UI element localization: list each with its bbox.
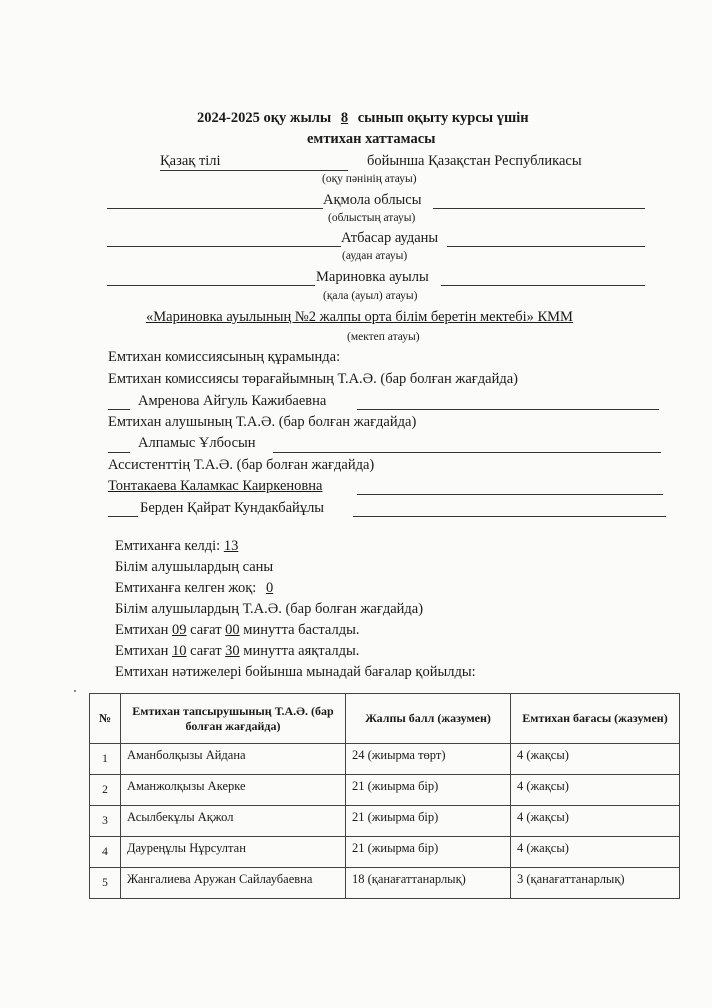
row-number: 1 — [90, 744, 121, 775]
district-caption: (аудан атауы) — [342, 250, 408, 262]
examiner-name: Алпамыс Ұлбосын — [138, 435, 256, 451]
student-name: Жангалиева Аружан Сайлаубаевна — [121, 868, 346, 899]
row-number: 2 — [90, 775, 121, 806]
region-value: Ақмола облысы — [323, 192, 422, 208]
header-grade: Емтихан бағасы (жазумен) — [511, 694, 680, 744]
start-hour: 09 — [172, 622, 187, 638]
village-line-left — [107, 285, 315, 286]
exam-start-row — [115, 622, 359, 639]
scan-speck — [74, 690, 76, 692]
examiner-line — [273, 452, 661, 453]
header-number: № — [90, 694, 121, 744]
student-name: Аманболқызы Айдана — [121, 744, 346, 775]
village-line-right — [441, 285, 645, 286]
end-hour: 10 — [172, 643, 187, 659]
end-hour-label: сағат — [190, 643, 222, 659]
student-score: 21 (жиырма бір) — [346, 837, 511, 868]
row-number: 4 — [90, 837, 121, 868]
school-caption: (мектеп атауы) — [347, 331, 420, 343]
region-line-left — [107, 208, 323, 209]
came-row — [115, 538, 238, 555]
table-row — [90, 868, 680, 899]
subject-caption: (оқу пәнінің атауы) — [322, 173, 417, 185]
region-line-right — [433, 208, 645, 209]
start-hour-label: сағат — [190, 622, 222, 638]
row-number: 5 — [90, 868, 121, 899]
assistant-1-name: Тонтакаева Каламкас Каиркеновна — [108, 478, 323, 494]
student-name: Асылбекұлы Ақжол — [121, 806, 346, 837]
came-value: 13 — [223, 538, 239, 554]
students-count-label: Білім алушылардың саны — [115, 559, 274, 575]
school-value: «Мариновка ауылының №2 жалпы орта білім беретін мектебі» КММ — [146, 309, 573, 325]
header-score: Жалпы балл (жазумен) — [346, 694, 511, 744]
assistant-2-line — [353, 516, 666, 517]
absent-label: Емтиханға келген жоқ: — [115, 580, 257, 596]
came-label: Емтиханға келді: — [115, 538, 221, 554]
district-line-left — [107, 246, 341, 247]
commission-heading: Емтихан комиссиясының құрамында: — [108, 349, 341, 365]
district-line-right — [447, 246, 645, 247]
student-name: Дауреңұлы Нұрсултан — [121, 837, 346, 868]
grades-table — [89, 693, 680, 899]
title-grade: 8 — [340, 110, 349, 126]
exam-end-row — [115, 643, 359, 660]
student-score: 18 (қанағаттанарлық) — [346, 868, 511, 899]
subject-suffix: бойынша Қазақстан Республикасы — [367, 153, 582, 169]
subject-value: Қазақ тілі — [160, 153, 221, 169]
student-grade: 4 (жақсы) — [511, 806, 680, 837]
student-grade: 4 (жақсы) — [511, 744, 680, 775]
title-year: 2024-2025 оқу жылы — [197, 110, 332, 126]
examiner-label: Емтихан алушының Т.А.Ә. (бар болған жағдайда) — [108, 414, 417, 430]
village-value: Мариновка ауылы — [316, 269, 429, 285]
assistant-2-line-prefix — [108, 516, 138, 517]
table-row — [90, 837, 680, 868]
absent-row — [115, 580, 273, 597]
start-minute: 00 — [225, 622, 240, 638]
assistant-label: Ассистенттің Т.А.Ә. (бар болған жағдайда) — [108, 457, 375, 473]
examiner-line-prefix — [108, 452, 130, 453]
table-row — [90, 744, 680, 775]
absent-value: 0 — [265, 580, 274, 596]
student-grade: 4 (жақсы) — [511, 837, 680, 868]
students-names-label: Білім алушылардың Т.А.Ә. (бар болған жағдайда) — [115, 601, 424, 617]
student-grade: 4 (жақсы) — [511, 775, 680, 806]
table-row — [90, 775, 680, 806]
end-prefix: Емтихан — [115, 643, 169, 659]
chair-label: Емтихан комиссиясы төрағайымның Т.А.Ә. (бар болған жағдайда) — [108, 371, 518, 387]
village-caption: (қала (ауыл) атауы) — [323, 290, 418, 302]
assistant-2-name: Берден Қайрат Кундакбайұлы — [140, 500, 325, 516]
title-line-1 — [197, 110, 529, 127]
header-name: Емтихан тапсырушының Т.А.Ә. (бар болған жағдайда) — [121, 694, 346, 744]
chair-name: Амренова Айгуль Кажибаевна — [138, 393, 327, 409]
student-score: 21 (жиырма бір) — [346, 775, 511, 806]
student-score: 24 (жиырма төрт) — [346, 744, 511, 775]
row-number: 3 — [90, 806, 121, 837]
region-caption: (облыстың атауы) — [328, 212, 416, 224]
student-score: 21 (жиырма бір) — [346, 806, 511, 837]
student-grade: 3 (қанағаттанарлық) — [511, 868, 680, 899]
title-course: сынып оқыту курсы үшін — [357, 110, 529, 126]
table-header-row — [90, 694, 680, 744]
end-suffix: минутта аяқталды. — [243, 643, 360, 659]
table-row — [90, 806, 680, 837]
student-name: Аманжолқызы Акерке — [121, 775, 346, 806]
assistant-1-line — [357, 494, 663, 495]
title-line-2: емтихан хаттамасы — [307, 131, 436, 147]
end-minute: 30 — [225, 643, 240, 659]
district-value: Атбасар ауданы — [341, 230, 439, 246]
chair-line — [357, 409, 659, 410]
start-suffix: минутта басталды. — [243, 622, 360, 638]
results-label: Емтихан нәтижелері бойынша мынадай бағалар қойылды: — [115, 664, 476, 680]
subject-underline — [160, 170, 348, 171]
chair-line-prefix — [108, 409, 130, 410]
start-prefix: Емтихан — [115, 622, 169, 638]
